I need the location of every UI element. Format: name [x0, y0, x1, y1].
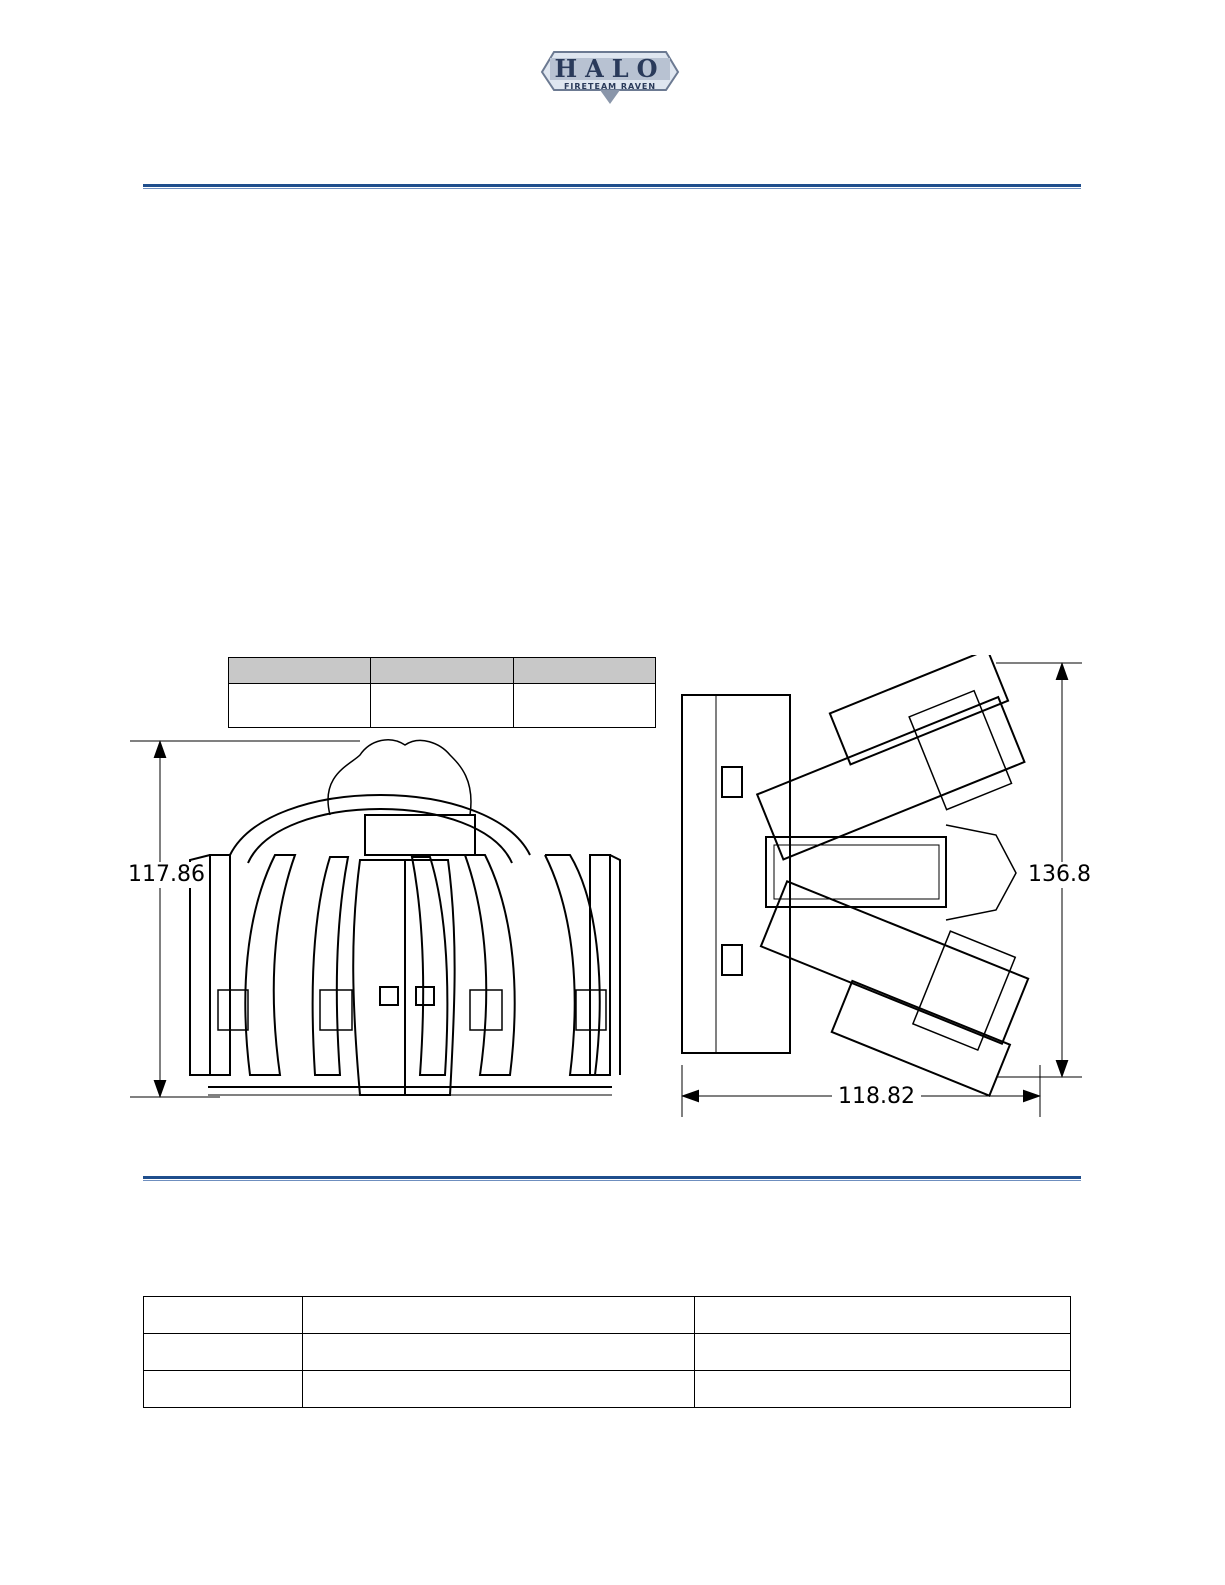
top-view-drawing [676, 655, 1086, 1125]
section-divider-bottom [143, 1176, 1081, 1182]
spec-table-cell [513, 684, 655, 728]
table-cell [694, 1334, 1070, 1371]
spec-table-header-cell [371, 658, 513, 684]
section-divider-top [143, 184, 1081, 190]
table-cell [694, 1297, 1070, 1334]
table-cell [302, 1371, 694, 1408]
logo [536, 44, 684, 106]
table-cell [144, 1297, 303, 1334]
spec-table-header-cell [229, 658, 371, 684]
table-cell [144, 1371, 303, 1408]
table-cell [302, 1297, 694, 1334]
table-cell [302, 1334, 694, 1371]
spec-table-header-cell [513, 658, 655, 684]
table-cell [694, 1371, 1070, 1408]
table-cell [144, 1334, 303, 1371]
front-view-drawing [130, 735, 630, 1110]
height-dimension-label: 117.86 [128, 862, 205, 887]
depth-dimension-label: 136.8 [1028, 862, 1091, 887]
spec-table-cell [229, 684, 371, 728]
logo-title: HALO [554, 54, 666, 83]
spec-table-cell [371, 684, 513, 728]
bottom-table [143, 1296, 1071, 1408]
logo-subtitle: FIRETEAM RAVEN [563, 82, 657, 91]
width-dimension-label: 118.82 [832, 1084, 921, 1110]
spec-table [228, 657, 656, 728]
